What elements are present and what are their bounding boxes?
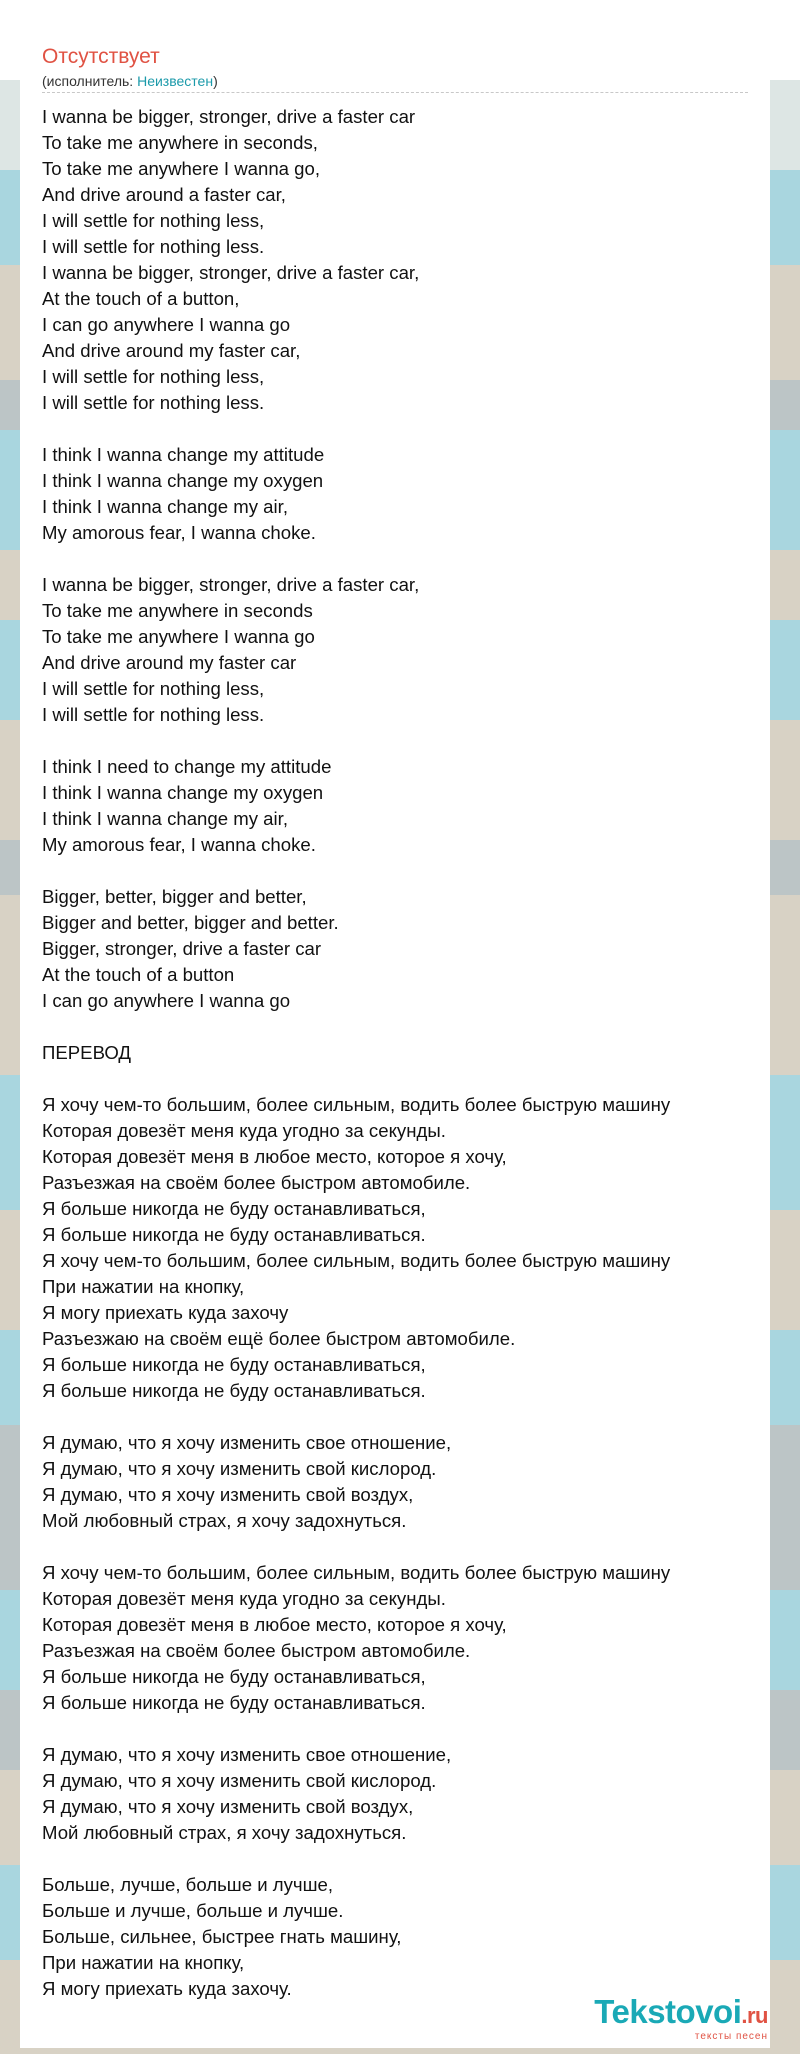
lyrics-line: Я могу приехать куда захочу. [42,1978,292,1999]
artist-line [42,73,218,89]
lyrics-line: At the touch of a button [42,964,235,985]
lyrics-line: Которая довезёт меня куда угодно за секунды. [42,1588,446,1609]
lyrics-line: Я больше никогда не буду останавливаться. [42,1224,426,1245]
lyrics-line: My amorous fear, I wanna choke. [42,522,316,543]
song-title: Отсутствует [42,45,160,68]
artist-suffix: ) [213,73,218,89]
lyrics-blank-line [42,728,760,754]
lyrics-line: To take me anywhere in seconds, [42,132,318,153]
lyrics-line: I think I need to change my attitude [42,756,332,777]
lyrics-line: Мой любовный страх, я хочу задохнуться. [42,1822,407,1843]
lyrics-line: And drive around my faster car [42,652,297,673]
lyrics-blank-line [42,1846,760,1872]
artist-prefix: (исполнитель: [42,73,138,89]
lyrics-line: Я думаю, что я хочу изменить свое отношение, [42,1432,452,1453]
lyrics-line: Разъезжаю на своём ещё более быстром автомобиле. [42,1328,516,1349]
lyrics-line: I wanna be bigger, stronger, drive a faster car, [42,574,420,595]
lyrics-line: I will settle for nothing less, [42,678,265,699]
lyrics-line: And drive around a faster car, [42,184,286,205]
lyrics-line: Bigger, stronger, drive a faster car [42,938,322,959]
lyrics-line: Я думаю, что я хочу изменить свой кислород. [42,1770,437,1791]
lyrics-line: Я думаю, что я хочу изменить свое отношение, [42,1744,452,1765]
lyrics-line: I think I wanna change my attitude [42,444,325,465]
lyrics-line: And drive around my faster car, [42,340,301,361]
lyrics-line: Больше, сильнее, быстрее гнать машину, [42,1926,402,1947]
lyrics-line: Которая довезёт меня в любое место, которое я хочу, [42,1146,507,1167]
lyrics-line: I think I wanna change my air, [42,496,288,517]
lyrics-line: При нажатии на кнопку, [42,1952,245,1973]
lyrics-line: I will settle for nothing less, [42,210,265,231]
logo-tagline: тексты песен [694,2031,768,2042]
logo-domain-suffix: .ru [741,2003,768,2028]
lyrics-line: I will settle for nothing less. [42,392,265,413]
lyrics-line: I can go anywhere I wanna go [42,314,291,335]
lyrics-line: My amorous fear, I wanna choke. [42,834,316,855]
lyrics-line: При нажатии на кнопку, [42,1276,245,1297]
lyrics-card [20,36,770,2048]
title-divider [42,92,748,93]
lyrics-blank-line [42,1014,760,1040]
lyrics-line: Я думаю, что я хочу изменить свой воздух, [42,1484,414,1505]
lyrics-line: Я думаю, что я хочу изменить свой кислород. [42,1458,437,1479]
lyrics-blank-line [42,416,760,442]
lyrics-line: Я больше никогда не буду останавливаться, [42,1198,426,1219]
lyrics-blank-line [42,546,760,572]
logo-name: Tekstovoi [594,1993,742,2030]
lyrics-line: I will settle for nothing less, [42,366,265,387]
lyrics-body [42,104,760,2002]
lyrics-line: Я больше никогда не буду останавливаться. [42,1380,426,1401]
lyrics-line: Я думаю, что я хочу изменить свой воздух, [42,1796,414,1817]
lyrics-line: Разъезжая на своём более быстром автомобиле. [42,1172,471,1193]
lyrics-line: I think I wanna change my oxygen [42,470,324,491]
lyrics-line: Я больше никогда не буду останавливаться, [42,1666,426,1687]
lyrics-line: Bigger and better, bigger and better. [42,912,339,933]
lyrics-blank-line [42,1716,760,1742]
lyrics-line: Я больше никогда не буду останавливаться, [42,1354,426,1375]
logo-wordmark [594,1995,768,2033]
lyrics-line: I can go anywhere I wanna go [42,990,291,1011]
lyrics-blank-line [42,1404,760,1430]
lyrics-line: Которая довезёт меня куда угодно за секунды. [42,1120,446,1141]
lyrics-line: ПЕРЕВОД [42,1042,132,1063]
lyrics-line: I will settle for nothing less. [42,704,265,725]
lyrics-line: Я могу приехать куда захочу [42,1302,289,1323]
lyrics-line: Я больше никогда не буду останавливаться. [42,1692,426,1713]
lyrics-line: I think I wanna change my air, [42,808,288,829]
lyrics-line: At the touch of a button, [42,288,240,309]
lyrics-line: I think I wanna change my oxygen [42,782,324,803]
lyrics-line: I wanna be bigger, stronger, drive a faster car, [42,262,420,283]
lyrics-line: Я хочу чем-то большим, более сильным, водить более быструю машину [42,1094,671,1115]
lyrics-blank-line [42,1534,760,1560]
lyrics-line: Bigger, better, bigger and better, [42,886,307,907]
lyrics-blank-line [42,858,760,884]
lyrics-line: Больше, лучше, больше и лучше, [42,1874,334,1895]
site-logo[interactable] [594,1995,768,2042]
lyrics-line: Я хочу чем-то большим, более сильным, водить более быструю машину [42,1250,671,1271]
lyrics-line: I will settle for nothing less. [42,236,265,257]
lyrics-line: I wanna be bigger, stronger, drive a faster car [42,106,416,127]
lyrics-line: To take me anywhere I wanna go, [42,158,321,179]
lyrics-line: Мой любовный страх, я хочу задохнуться. [42,1510,407,1531]
lyrics-line: Больше и лучше, больше и лучше. [42,1900,344,1921]
lyrics-line: Которая довезёт меня в любое место, которое я хочу, [42,1614,507,1635]
lyrics-line: To take me anywhere I wanna go [42,626,315,647]
lyrics-line: To take me anywhere in seconds [42,600,313,621]
lyrics-line: Разъезжая на своём более быстром автомобиле. [42,1640,471,1661]
artist-link[interactable]: Неизвестен [137,73,214,89]
lyrics-line: Я хочу чем-то большим, более сильным, водить более быструю машину [42,1562,671,1583]
lyrics-blank-line [42,1066,760,1092]
